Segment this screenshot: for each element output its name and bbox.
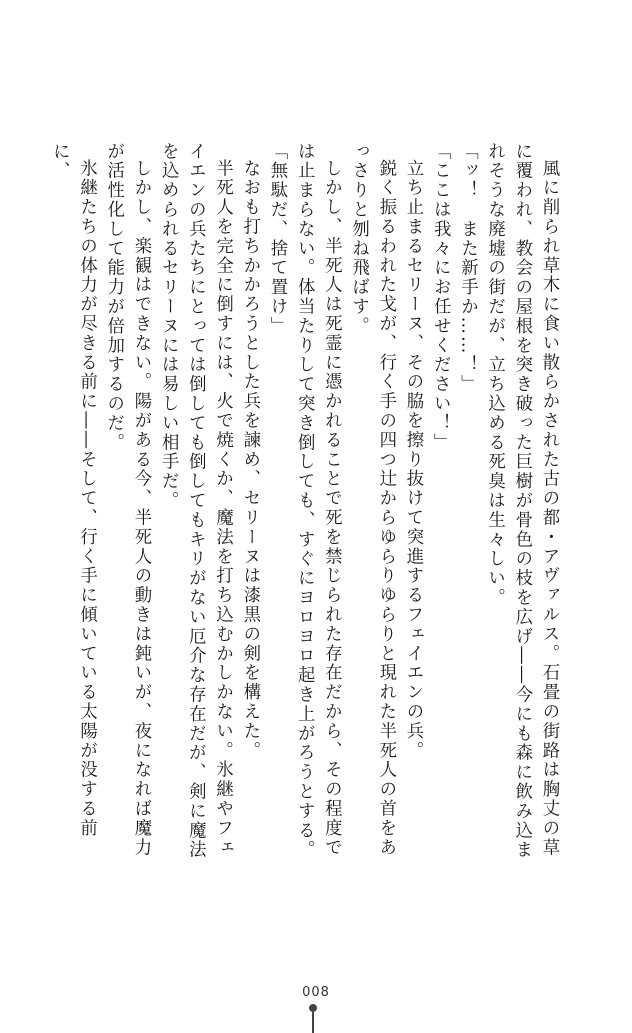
vertical-text-body (49, 142, 562, 862)
paragraph-1: 風に削られ草木に食い散らかされた古の都・アヴァルス。石畳の街路は胸丈の草に覆われ、教会の屋根を突き破った巨樹が骨色の枝を広げ――今にも森に飲み込まれそうな廃墟の街だが、立ち込める死臭は生々しい。 (484, 142, 559, 860)
paragraph-8: なおも打ちかかろうとした兵を諫め、セリーヌは漆黒の剣を構えた。 (239, 159, 260, 761)
paragraph-3-dialogue: 「ここは我々にお任せください！」 (430, 142, 451, 453)
paragraph-6: しかし、半死人は死霊に憑かれることで死を禁じられた存在だから、その程度では止まらない。体当たりして突き倒しても、すぐにヨロヨロ起き上がろうとする。 (294, 142, 342, 860)
paragraph-9: 半死人を完全に倒すには、火で焼くか、魔法を打ち込むかしかない。氷継やフェイエンの兵たちにとっては倒しても倒してもキリがない厄介な存在だが、剣に魔法を込められるセリーヌには易しい相手だ。 (158, 142, 233, 860)
page-marker-dot (309, 1004, 317, 1012)
paragraph-10: しかし、楽観はできない。陽がある今、半死人の動きは鈍いが、夜になれば魔力が活性化して能力が倍加するのだ。 (103, 142, 151, 858)
paragraph-2-dialogue: 「ッ！ また新手か……！」 (457, 142, 478, 395)
page-number: 008 (302, 985, 330, 1000)
paragraph-4: 立ち止まるセリーヌ、その脇を擦り抜けて突進するフェイエンの兵。 (402, 159, 423, 761)
paragraph-11: 氷継たちの体力が尽きる前に――そして、行く手に傾いている太陽が没する前に、 (49, 142, 97, 839)
paragraph-5: 鋭く振るわれた戈が、行く手の四つ辻からゆらりゆらりと現れた半死人の首をあっさりと刎ね飛ばす。 (348, 142, 396, 858)
page-marker-line (312, 1012, 314, 1033)
paragraph-7-dialogue: 「無駄だ、捨て置け」 (266, 142, 287, 336)
